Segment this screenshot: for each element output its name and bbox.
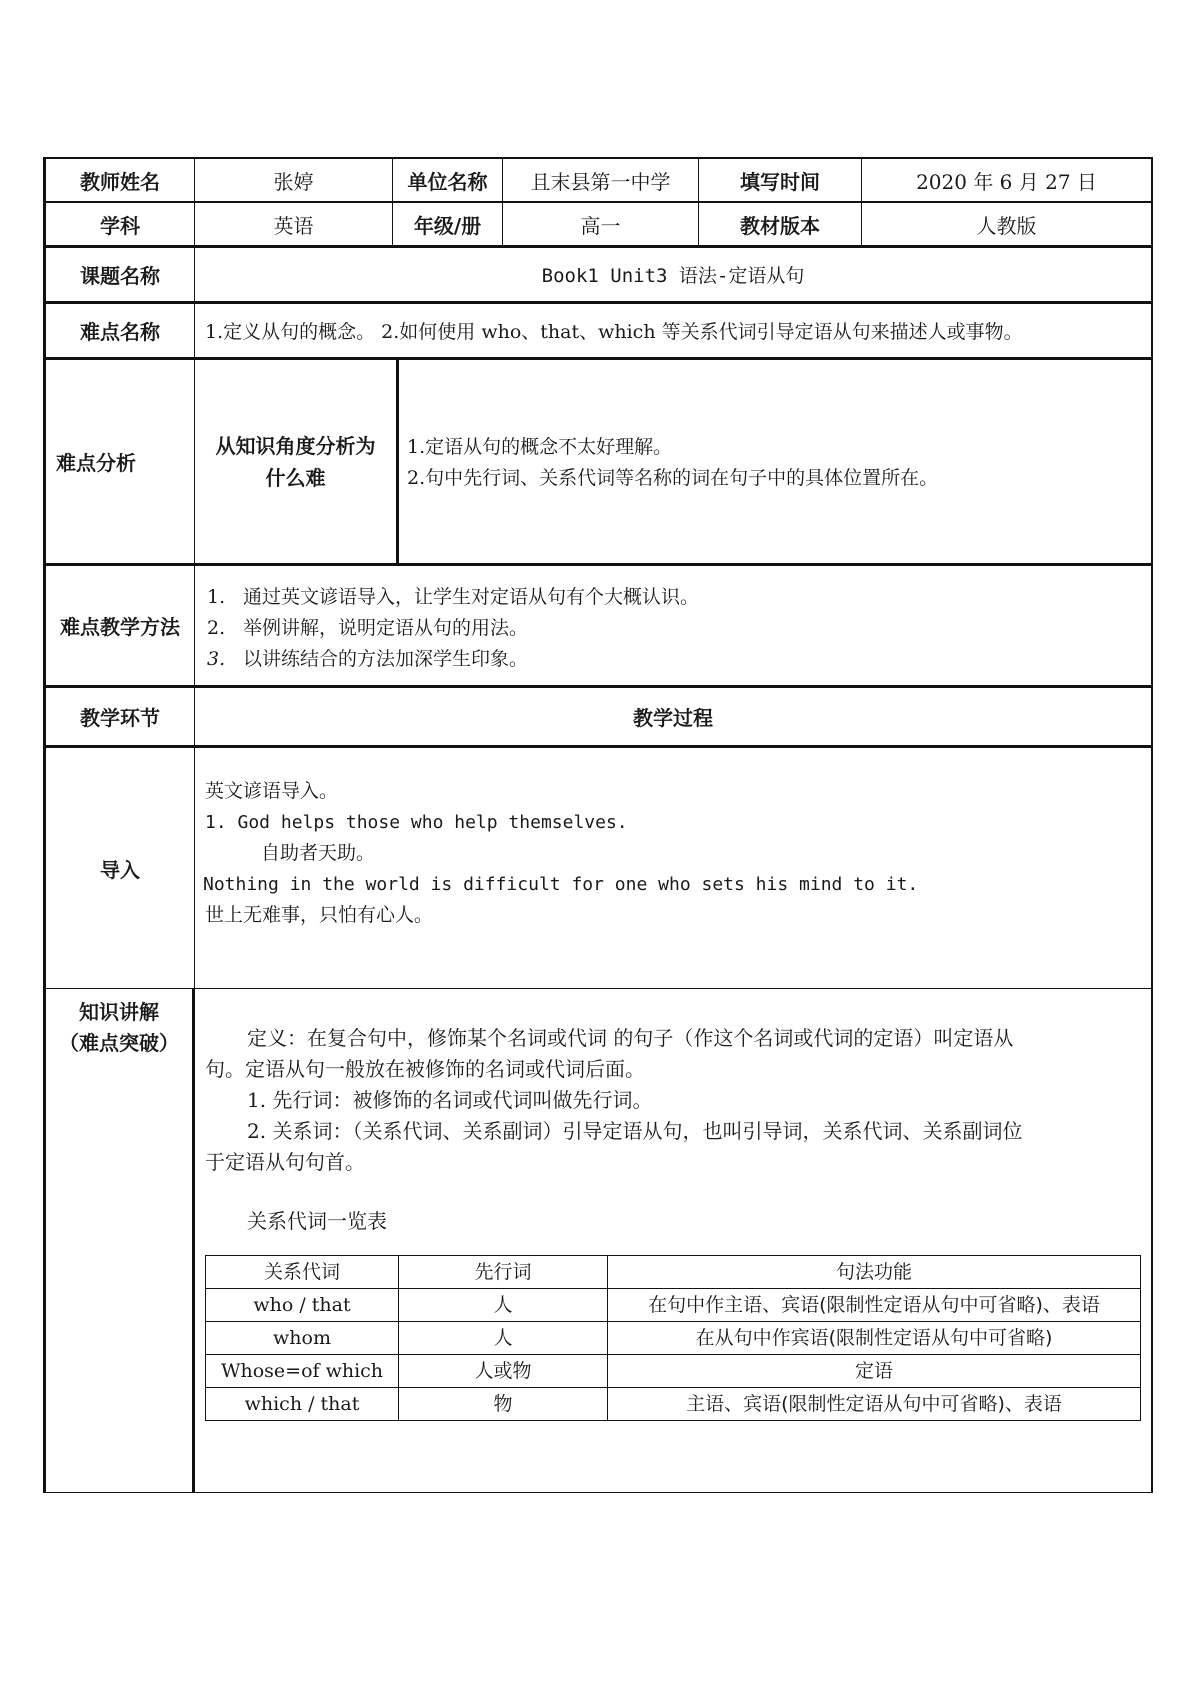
topic-label: 课题名称 (46, 248, 195, 301)
method-row (43, 563, 1153, 685)
table-cell: whom (206, 1322, 399, 1355)
header-row-2 (43, 201, 1153, 245)
point-antecedent: 1. 先行词：被修饰的名词或代词叫做先行词。 (247, 1088, 653, 1112)
table-cell: 在从句中作宾语(限制性定语从句中可省略) (608, 1322, 1141, 1355)
intro-content (195, 748, 1151, 988)
difficulty-row (43, 301, 1153, 357)
table-title: 关系代词一览表 (247, 1209, 387, 1233)
topic-value: Book1 Unit3 语法-定语从句 (541, 265, 805, 287)
table-cell: Whose=of which (206, 1355, 399, 1388)
analysis-line-2: 2.句中先行词、关系代词等名称的词在句子中的具体位置所在。 (407, 467, 939, 489)
method-item: 1. 通过英文谚语导入，让学生对定语从句有个大概认识。 (207, 586, 700, 608)
method-label: 难点教学方法 (46, 566, 195, 685)
grade-label: 年级/册 (393, 203, 503, 245)
intro-proverb-en: Nothing in the world is difficult for one who sets his mind to it. (203, 874, 919, 895)
teacher-value: 张婷 (195, 159, 393, 201)
lesson-plan-form (43, 157, 1153, 1493)
method-list (195, 566, 1151, 685)
table-header: 关系代词 (206, 1256, 399, 1289)
edition-value: 人教版 (976, 213, 1037, 238)
analysis-row (43, 357, 1153, 563)
method-item: 2. 举例讲解，说明定语从句的用法。 (207, 617, 529, 639)
table-cell: 人 (399, 1322, 608, 1355)
knowledge-label (46, 989, 195, 1492)
table-cell: 在句中作主语、宾语(限制性定语从句中可省略)、表语 (608, 1289, 1141, 1322)
subject-label: 学科 (46, 203, 195, 245)
table-header: 句法功能 (608, 1256, 1141, 1289)
date-value: 2020 年 6 月 27 日 (916, 169, 1097, 194)
intro-proverb-en: 1. God helps those who help themselves. (205, 812, 628, 833)
table-header-row (206, 1256, 1141, 1289)
grade-value: 高一 (503, 203, 699, 245)
analysis-label: 难点分析 (46, 360, 195, 563)
knowledge-label-line-2: （难点突破） (59, 1031, 179, 1055)
knowledge-row (43, 988, 1153, 1493)
unit-value: 且末县第一中学 (503, 159, 699, 201)
method-item: 3. 以讲练结合的方法加深学生印象。 (207, 648, 529, 670)
point-relative-word-cont: 于定语从句句首。 (205, 1150, 365, 1174)
subject-value: 英语 (195, 203, 393, 245)
difficulty-value: 1.定义从句的概念。 2.如何使用 who、that、which 等关系代词引导定语从句来描述人或事物。 (205, 321, 1023, 343)
analysis-line-1: 1.定语从句的概念不太好理解。 (407, 436, 673, 458)
intro-row (43, 745, 1153, 988)
definition-text: 定义：在复合句中，修饰某个名词或代词 的句子（作这个名词或代词的定语）叫定语从 (247, 1026, 1014, 1050)
table-cell: who / that (206, 1289, 399, 1322)
intro-proverb-cn: 世上无难事，只怕有心人。 (205, 904, 434, 926)
table-row (206, 1289, 1141, 1322)
process-header-row (43, 685, 1153, 745)
table-row (206, 1355, 1141, 1388)
table-row (206, 1388, 1141, 1421)
point-relative-word: 2. 关系词：（关系代词、关系副词）引导定语从句，也叫引导词，关系代词、关系副词位 (247, 1119, 1023, 1143)
table-header: 先行词 (399, 1256, 608, 1289)
edition-label: 教材版本 (699, 203, 862, 245)
table-cell: 物 (399, 1388, 608, 1421)
unit-label: 单位名称 (393, 159, 503, 201)
knowledge-label-line-1: 知识讲解 (79, 1000, 159, 1024)
table-row (206, 1322, 1141, 1355)
difficulty-label: 难点名称 (46, 304, 195, 357)
table-cell: 人 (399, 1289, 608, 1322)
process-right-label: 教学过程 (633, 706, 713, 730)
definition-text-cont: 句。定语从句一般放在被修饰的名词或代词后面。 (205, 1057, 645, 1081)
analysis-sublabel: 从知识角度分析为什么难 (195, 360, 399, 563)
date-label: 填写时间 (699, 159, 862, 201)
table-cell: 主语、宾语(限制性定语从句中可省略)、表语 (608, 1388, 1141, 1421)
relative-pronoun-table (205, 1255, 1141, 1421)
header-row-1 (43, 157, 1153, 201)
analysis-content (399, 360, 1151, 563)
intro-proverb-cn: 自助者天助。 (261, 842, 376, 864)
intro-line: 英文谚语导入。 (205, 780, 339, 802)
topic-row (43, 245, 1153, 301)
table-cell: 定语 (608, 1355, 1141, 1388)
table-cell: 人或物 (399, 1355, 608, 1388)
knowledge-content (195, 989, 1151, 1492)
intro-label: 导入 (46, 748, 195, 988)
process-left-label: 教学环节 (46, 688, 195, 745)
teacher-label: 教师姓名 (46, 159, 195, 201)
table-cell: which / that (206, 1388, 399, 1421)
